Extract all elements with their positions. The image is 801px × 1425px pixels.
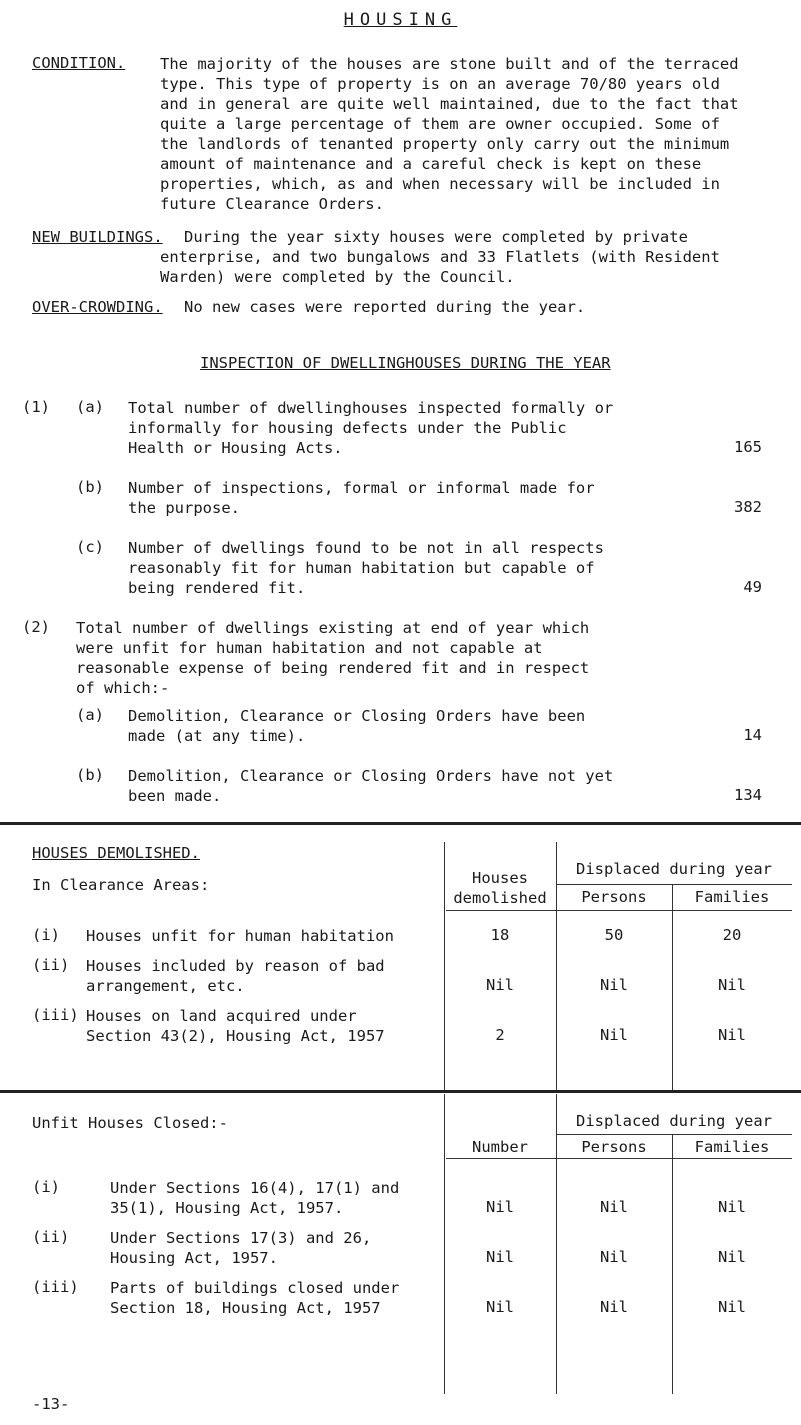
table-divider [446, 910, 792, 911]
demolished-sublabel: In Clearance Areas: [32, 876, 210, 894]
demolished-row-num: (i) [32, 926, 60, 944]
row-line: Houses included by reason of bad [86, 957, 385, 975]
demolished-row-families: Nil [718, 976, 746, 994]
row-line: 35(1), Housing Act, 1957. [110, 1199, 344, 1217]
closed-row-number: Nil [486, 1198, 514, 1216]
section-divider [0, 1090, 801, 1093]
demolished-row-families: Nil [718, 1026, 746, 1044]
item-b-value: 382 [734, 498, 762, 516]
row-line: Parts of buildings closed under [110, 1279, 400, 1297]
item-2-number: (2) [22, 618, 50, 636]
row-line: Houses on land acquired under [86, 1007, 357, 1025]
table-divider [446, 1158, 792, 1159]
item-2b-line: been made. [128, 787, 222, 805]
item-c-label: (c) [76, 538, 104, 556]
item-a-value: 165 [734, 438, 762, 456]
row-line: Under Sections 16(4), 17(1) and [110, 1179, 400, 1197]
item-a-line: Health or Housing Acts. [128, 439, 343, 457]
condition-line: and in general are quite well maintained, due to the fact that [160, 95, 739, 113]
item-c-line: Number of dwellings found to be not in all respects [128, 539, 604, 557]
closed-col-persons: Persons [581, 1138, 647, 1156]
row-line: Section 18, Housing Act, 1957 [110, 1299, 381, 1317]
overcrowding-section [32, 297, 792, 317]
item-2b-text [128, 766, 688, 806]
demolished-row-persons: Nil [600, 976, 628, 994]
closed-row-num: (i) [32, 1178, 60, 1196]
demolished-col-families: Families [694, 888, 770, 906]
item-b-line: Number of inspections, formal or informal made for [128, 479, 595, 497]
item-2b-line: Demolition, Clearance or Closing Orders have not yet [128, 767, 614, 785]
condition-line: quite a large percentage of them are owner occupied. Some of [160, 115, 720, 133]
item-2-text [76, 618, 716, 698]
item-a-line: informally for housing defects under the Public [128, 419, 567, 437]
row-line: Section 43(2), Housing Act, 1957 [86, 1027, 385, 1045]
page-title: HOUSING [343, 10, 458, 30]
item-2-line: Total number of dwellings existing at end of year which [76, 619, 590, 637]
condition-label: CONDITION. [32, 54, 126, 72]
item-2a-label: (a) [76, 706, 104, 724]
closed-row-label [110, 1178, 440, 1218]
closed-row-persons: Nil [600, 1298, 628, 1316]
item-2-line: were unfit for human habitation and not capable at [76, 639, 543, 657]
closed-col-displaced: Displaced during year [576, 1112, 772, 1130]
col-houses-line: Houses [472, 869, 528, 887]
item-2-line: of which:- [76, 679, 170, 697]
item-c-value: 49 [743, 578, 762, 596]
item-c-line: reasonably fit for human habitation but capable of [128, 559, 595, 577]
new-buildings-line: During the year sixty houses were completed by private [184, 228, 688, 246]
demolished-col-persons: Persons [581, 888, 647, 906]
item-a-text [128, 398, 688, 458]
demolished-row-families: 20 [722, 926, 742, 944]
condition-line: future Clearance Orders. [160, 195, 384, 213]
item-1-number: (1) [22, 398, 50, 416]
new-buildings-label: NEW BUILDINGS. [32, 228, 163, 246]
section-divider [0, 822, 801, 825]
item-2a-text [128, 706, 688, 746]
col-houses-line: demolished [453, 889, 547, 907]
demolished-row-persons: 50 [604, 926, 624, 944]
new-buildings-line: enterprise, and two bungalows and 33 Flatlets (with Resident [160, 248, 720, 266]
demolished-row-houses: 2 [495, 1026, 505, 1044]
closed-label: Unfit Houses Closed:- [32, 1114, 228, 1132]
page-number: -13- [32, 1395, 70, 1413]
closed-row-num: (iii) [32, 1278, 79, 1296]
row-line: Under Sections 17(3) and 26, [110, 1229, 372, 1247]
demolished-col-houses [444, 868, 556, 908]
item-2a-value: 14 [743, 726, 762, 744]
demolished-row-label [86, 1006, 436, 1046]
closed-row-persons: Nil [600, 1248, 628, 1266]
item-c-line: being rendered fit. [128, 579, 306, 597]
closed-row-number: Nil [486, 1248, 514, 1266]
item-b-text [128, 478, 688, 518]
demolished-row-persons: Nil [600, 1026, 628, 1044]
table-divider [556, 884, 792, 885]
table-divider [556, 1134, 792, 1135]
closed-row-families: Nil [718, 1248, 746, 1266]
closed-row-families: Nil [718, 1198, 746, 1216]
demolished-row-num: (iii) [32, 1006, 79, 1024]
new-buildings-section [32, 227, 792, 287]
closed-row-persons: Nil [600, 1198, 628, 1216]
row-line: arrangement, etc. [86, 977, 245, 995]
item-2a-line: made (at any time). [128, 727, 306, 745]
condition-line: type. This type of property is on an average 70/80 years old [160, 75, 720, 93]
row-line: Housing Act, 1957. [110, 1249, 278, 1267]
closed-row-label [110, 1278, 440, 1318]
closed-row-families: Nil [718, 1298, 746, 1316]
condition-line: amount of maintenance and a careful check is kept on these [160, 155, 702, 173]
item-2b-label: (b) [76, 766, 104, 784]
demolished-row-num: (ii) [32, 956, 70, 974]
demolished-row-houses: Nil [486, 976, 514, 994]
item-2a-line: Demolition, Clearance or Closing Orders have been [128, 707, 586, 725]
item-a-line: Total number of dwellinghouses inspected formally or [128, 399, 614, 417]
item-b-label: (b) [76, 478, 104, 496]
item-a-label: (a) [76, 398, 104, 416]
item-2-line: reasonable expense of being rendered fit and in respect [76, 659, 590, 677]
inspection-heading: INSPECTION OF DWELLINGHOUSES DURING THE YEAR [200, 354, 611, 372]
demolished-col-displaced: Displaced during year [576, 860, 772, 878]
closed-row-num: (ii) [32, 1228, 70, 1246]
new-buildings-line: Warden) were completed by the Council. [160, 268, 515, 286]
condition-line: properties, which, as and when necessary will be included in [160, 175, 720, 193]
condition-text [160, 54, 790, 214]
item-c-text [128, 538, 688, 598]
closed-row-label [110, 1228, 440, 1268]
overcrowding-text: No new cases were reported during the year. [184, 298, 586, 316]
condition-line: The majority of the houses are stone built and of the terraced [160, 55, 739, 73]
item-b-line: the purpose. [128, 499, 240, 517]
demolished-row-houses: 18 [490, 926, 510, 944]
closed-col-number: Number [472, 1138, 528, 1156]
overcrowding-label: OVER-CROWDING. [32, 298, 163, 316]
demolished-row-label: Houses unfit for human habitation [86, 927, 394, 945]
closed-col-families: Families [694, 1138, 770, 1156]
item-2b-value: 134 [734, 786, 762, 804]
demolished-row-label [86, 956, 436, 996]
closed-row-number: Nil [486, 1298, 514, 1316]
condition-line: the landlords of tenanted property only carry out the minimum [160, 135, 730, 153]
table-divider [556, 842, 557, 1090]
demolished-label: HOUSES DEMOLISHED. [32, 844, 200, 862]
